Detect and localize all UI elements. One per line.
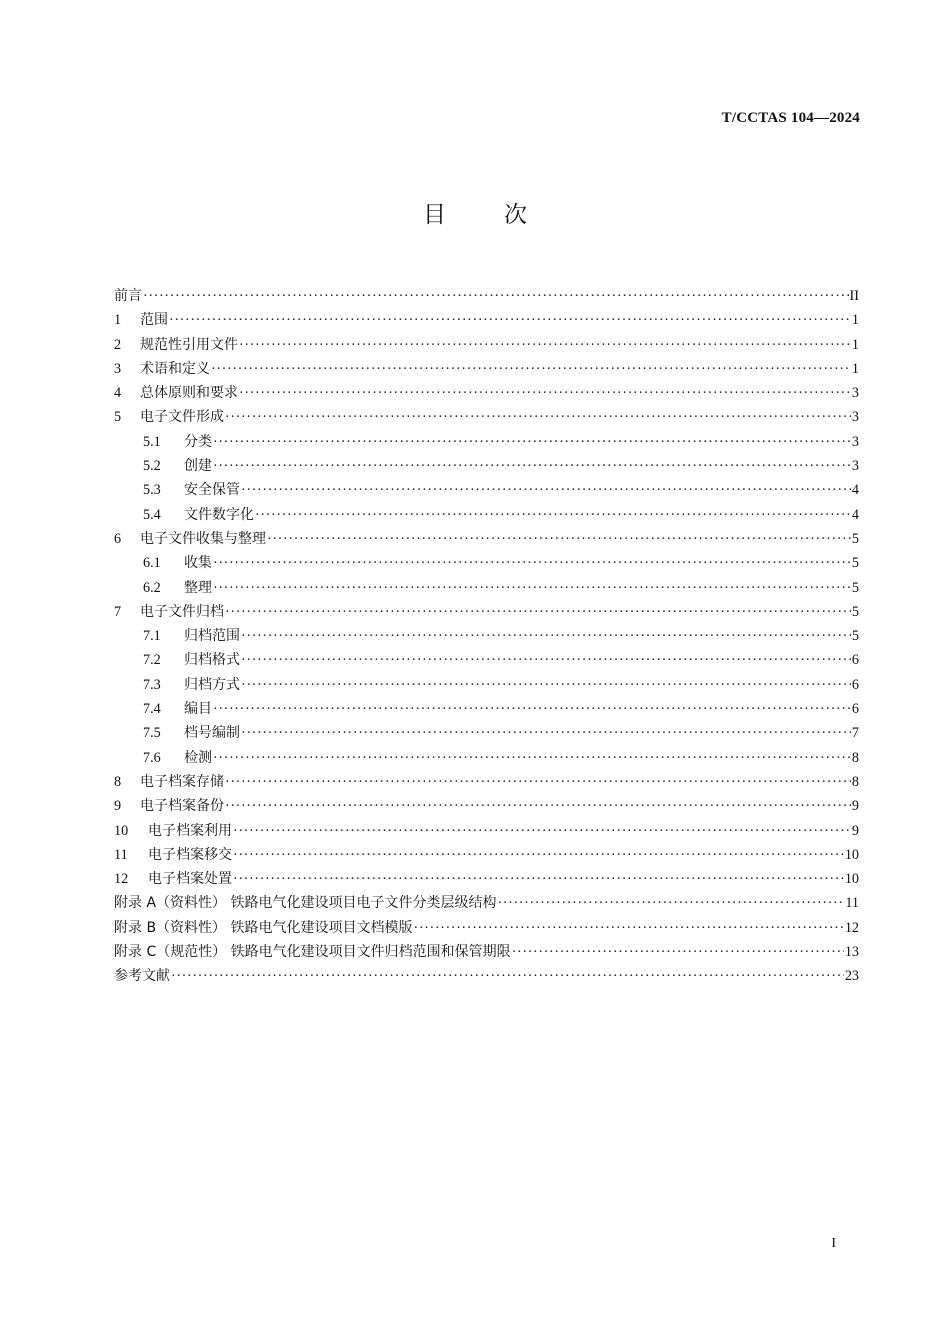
toc-entry-page: 1	[851, 336, 859, 353]
toc-entry-page: 8	[851, 749, 859, 766]
toc-entry[interactable]	[114, 333, 859, 357]
toc-entry-page: 5	[851, 603, 859, 620]
toc-entry-label: 整理	[184, 579, 212, 596]
toc-entry[interactable]	[114, 381, 859, 405]
toc-entry-label: 电子文件形成	[140, 409, 224, 426]
toc-dot-leader	[233, 819, 851, 843]
toc-entry-number: 7.4	[143, 701, 161, 718]
toc-entry-label: 电子档案利用	[148, 822, 232, 839]
toc-entry-label: 电子档案存储	[140, 773, 224, 790]
toc-dot-leader	[225, 794, 851, 818]
toc-entry[interactable]	[114, 551, 859, 575]
toc-dot-leader	[213, 746, 851, 770]
toc-entry-label: 编目	[184, 701, 212, 718]
page-title: 目次	[423, 202, 585, 228]
toc-dot-leader	[233, 843, 844, 867]
toc-entry-label: 术语和定义	[140, 360, 210, 377]
toc-entry-label: 总体原则和要求	[140, 385, 238, 402]
toc-entry-number: 1	[114, 312, 122, 329]
toc-entry-label: 电子档案备份	[140, 798, 224, 815]
toc-entry[interactable]	[114, 648, 859, 672]
toc-entry-page: 6	[851, 652, 859, 669]
toc-dot-leader	[241, 624, 851, 648]
toc-dot-leader	[239, 333, 851, 357]
toc-entry-label: 参考文献	[114, 968, 170, 985]
toc-entry-label: 规范性引用文件	[140, 336, 238, 353]
toc-dot-leader	[239, 381, 851, 405]
toc-entry-number: 5.2	[143, 458, 161, 475]
toc-entry-number: 8	[114, 773, 122, 790]
toc-entry[interactable]	[114, 430, 859, 454]
toc-entry-page: 10	[844, 846, 859, 863]
toc-entry-page: 23	[844, 968, 859, 985]
toc-entry-page: 3	[851, 433, 859, 450]
toc-entry-label: 安全保管	[184, 482, 240, 499]
toc-entry-number: 12	[114, 871, 129, 888]
toc-entry-number: 2	[114, 336, 122, 353]
toc-entry-label: 前言	[114, 288, 142, 304]
toc-entry-page: 1	[851, 360, 859, 377]
toc-entry[interactable]	[114, 454, 859, 478]
toc-entry-number: 5	[114, 409, 122, 426]
toc-dot-leader	[255, 503, 851, 527]
toc-entry-page: 6	[851, 676, 859, 693]
toc-entry-page: 8	[851, 773, 859, 790]
toc-entry-label: 文件数字化	[184, 506, 254, 523]
toc-dot-leader	[512, 940, 844, 964]
toc-entry-label: 创建	[184, 458, 212, 475]
toc-dot-leader	[241, 673, 851, 697]
toc-dot-leader	[213, 697, 851, 721]
toc-entry-label: 电子档案移交	[148, 846, 232, 863]
toc-dot-leader	[241, 478, 851, 502]
toc-entry[interactable]	[114, 746, 859, 770]
toc-entry[interactable]	[114, 697, 859, 721]
toc-entry-page: 5	[851, 555, 859, 572]
toc-dot-leader	[225, 405, 851, 429]
toc-entry[interactable]	[114, 819, 859, 843]
toc-entry[interactable]	[114, 964, 859, 988]
toc-entry-number: 7.5	[143, 725, 161, 742]
toc-entry-page: 5	[851, 628, 859, 645]
toc-entry[interactable]	[114, 940, 859, 964]
toc-entry-label: 档号编制	[184, 725, 240, 742]
toc-entry-label: 分类	[184, 433, 212, 450]
toc-entry-label: 电子文件收集与整理	[140, 530, 266, 547]
toc-entry-number: 7.2	[143, 652, 161, 669]
toc-entry-page: 11	[845, 895, 859, 912]
toc-entry-number: 7	[114, 603, 122, 620]
toc-entry[interactable]	[114, 867, 859, 891]
toc-entry-page: 12	[844, 919, 859, 936]
toc-entry-label: 归档方式	[184, 676, 240, 693]
toc-entry-page: 4	[851, 506, 859, 523]
toc-entry-page: 3	[851, 458, 859, 475]
toc-entry-label: 归档范围	[184, 628, 240, 645]
toc-entry-page: 9	[851, 798, 859, 815]
toc-dot-leader	[233, 867, 844, 891]
toc-entry-label: 电子档案处置	[148, 871, 232, 888]
toc-entry-page: 5	[851, 579, 859, 596]
toc-entry[interactable]	[114, 891, 859, 915]
table-of-contents	[114, 284, 859, 989]
toc-entry[interactable]	[114, 600, 859, 624]
toc-dot-leader	[211, 357, 851, 381]
toc-entry-page: 10	[844, 871, 859, 888]
toc-entry-page: 3	[851, 409, 859, 426]
toc-entry-number: 3	[114, 360, 122, 377]
toc-dot-leader	[143, 284, 849, 308]
toc-entry-label: 电子文件归档	[140, 603, 224, 620]
toc-dot-leader	[225, 600, 851, 624]
toc-entry[interactable]	[114, 624, 859, 648]
toc-entry-label: 附录 A（资料性） 铁路电气化建设项目电子文件分类层级结构	[114, 895, 497, 912]
toc-entry-page: 7	[851, 725, 859, 742]
toc-entry-page: 1	[851, 312, 859, 329]
toc-entry-number: 7.1	[143, 628, 161, 645]
toc-entry-number: 9	[114, 798, 122, 815]
toc-entry-number: 4	[114, 385, 122, 402]
toc-entry[interactable]	[114, 770, 859, 794]
toc-dot-leader	[414, 916, 844, 940]
toc-entry-page: 6	[851, 701, 859, 718]
toc-dot-leader	[497, 891, 844, 915]
toc-entry-page: 9	[851, 822, 859, 839]
toc-entry-label: 收集	[184, 555, 212, 572]
standard-code: T/CCTAS 104—2024	[721, 110, 860, 126]
toc-entry[interactable]	[114, 308, 859, 332]
toc-entry-number: 11	[114, 846, 128, 863]
toc-entry-number: 5.4	[143, 506, 161, 523]
toc-entry[interactable]	[114, 576, 859, 600]
toc-entry-label: 检测	[184, 749, 212, 766]
toc-entry-number: 6.1	[143, 555, 161, 572]
toc-entry-page: 5	[851, 530, 859, 547]
toc-entry[interactable]	[114, 916, 859, 940]
toc-dot-leader	[213, 454, 851, 478]
toc-entry[interactable]	[114, 284, 859, 308]
toc-dot-leader	[169, 308, 851, 332]
toc-entry[interactable]	[114, 357, 859, 381]
toc-entry[interactable]	[114, 721, 859, 745]
toc-entry[interactable]	[114, 843, 859, 867]
page-number: I	[831, 1236, 836, 1251]
toc-entry-label: 归档格式	[184, 652, 240, 669]
toc-dot-leader	[225, 770, 851, 794]
toc-entry-number: 5.1	[143, 433, 161, 450]
toc-entry-label: 附录 C（规范性） 铁路电气化建设项目文件归档范围和保管期限	[114, 944, 511, 961]
toc-dot-leader	[267, 527, 851, 551]
toc-entry-label: 附录 B（资料性） 铁路电气化建设项目文档模版	[114, 919, 413, 936]
toc-entry[interactable]	[114, 794, 859, 818]
toc-entry-page: 13	[844, 944, 859, 961]
toc-entry[interactable]	[114, 503, 859, 527]
toc-entry-label: 范围	[140, 312, 168, 329]
toc-entry-number: 6	[114, 530, 122, 547]
toc-entry-number: 7.3	[143, 676, 161, 693]
toc-dot-leader	[241, 648, 851, 672]
toc-entry-number: 5.3	[143, 482, 161, 499]
toc-entry[interactable]	[114, 527, 859, 551]
toc-dot-leader	[213, 576, 851, 600]
toc-entry-page: II	[849, 288, 859, 304]
toc-entry[interactable]	[114, 405, 859, 429]
toc-entry-number: 6.2	[143, 579, 161, 596]
toc-dot-leader	[213, 551, 851, 575]
toc-dot-leader	[241, 721, 851, 745]
toc-entry-number: 7.6	[143, 749, 161, 766]
toc-entry-page: 4	[851, 482, 859, 499]
toc-dot-leader	[171, 964, 844, 988]
toc-dot-leader	[213, 430, 851, 454]
toc-entry-page: 3	[851, 385, 859, 402]
toc-entry[interactable]	[114, 478, 859, 502]
toc-entry-number: 10	[114, 822, 129, 839]
toc-entry[interactable]	[114, 673, 859, 697]
